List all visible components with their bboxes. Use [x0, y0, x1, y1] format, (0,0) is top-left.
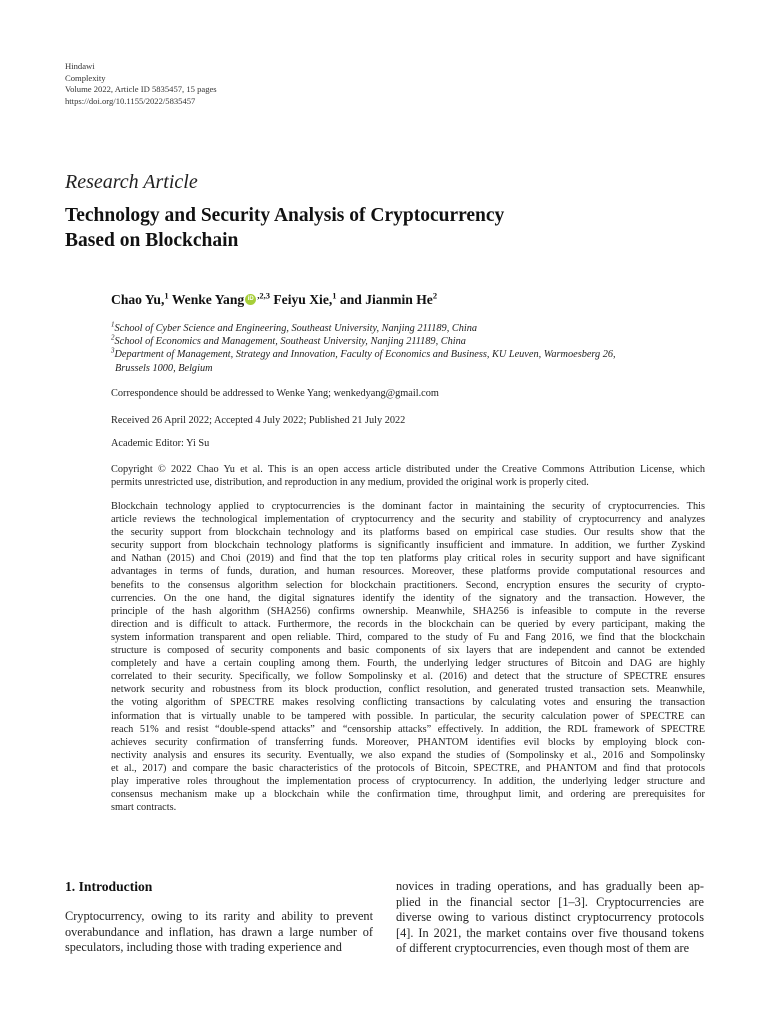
text-line: and Nathan (2015) and Choi (2019) and find that the top ten platforms play critical roles in security support and have significant: [111, 553, 705, 565]
text-line: reach 51% and resist “double-spend attacks” and “censorship attacks” effectively. In addition, the RDL framework of SPECTRE: [111, 723, 705, 735]
doi-link[interactable]: https://doi.org/10.1155/2022/5835457: [65, 95, 196, 106]
text-line: information that is virtually unable to be tampered with possible. In particular, the security calculation power of SPECTRE can: [111, 710, 705, 722]
affiliations: [111, 322, 711, 375]
text-line: correlated to their security. Specifically, we follow Sompolinsky et al. (2016) and detect that the structure of SPECTRE ensures: [111, 671, 705, 683]
text-line: speculators, including those with trading experience and: [65, 940, 342, 955]
academic-editor: Academic Editor: Yi Su: [111, 438, 210, 449]
left-column-text: [65, 909, 373, 956]
affil-mark: 3: [111, 346, 115, 355]
author-name: Wenke Yang: [171, 292, 245, 307]
text-line: smart contracts.: [111, 802, 177, 814]
volume-info: Volume 2022, Article ID 5835457, 15 pages: [65, 84, 217, 94]
text-line: the security support from blockchain technology and its platforms based on empirical case studies. Our results show that the: [111, 527, 705, 539]
affil-mark: 2: [111, 333, 115, 342]
affil-text: Department of Management, Strategy and Innovation, Faculty of Economics and Business, KU Leuven, Warmoesberg 26,: [114, 349, 616, 361]
text-line: article reviews the technological implementation of cryptocurrency and the security and stability of cryptocurrency and analyzes: [111, 514, 705, 526]
text-line: [4]. In 2021, the market contains over five thousand tokens: [396, 925, 704, 940]
text-line: direction and is difficult to attack. Furthermore, the records in the blockchain can be queried by every participant, making the: [111, 618, 705, 630]
text-line: plied in the financial sector [1–3]. Cryptocurrencies are: [396, 894, 704, 909]
text-line: Blockchain technology applied to cryptocurrencies is the dominant factor in maintaining the security of cryptocurrencies. This: [111, 501, 705, 512]
orcid-icon-label: iD: [247, 296, 254, 302]
text-line: play imperative roles throughout the implementation process of cryptocurrency. In addition, the underlying ledger structure and: [111, 775, 705, 787]
text-line: advantages in terms of funds, duration, and human resources. Moreover, these platforms provide computational resources and: [111, 566, 705, 578]
author-affil-mark: ,2,3: [257, 290, 270, 301]
orcid-icon[interactable]: [245, 294, 256, 305]
affil-text: School of Economics and Management, Southeast University, Nanjing 211189, China: [114, 336, 466, 348]
copyright-line: Copyright © 2022 Chao Yu et al. This is an open access article distributed under the Creative Commons Attribution License, which: [111, 464, 705, 475]
text-line: diverse owing to various distinct cryptocurrency protocols: [396, 910, 704, 925]
text-line: consensus mechanism make up a blockchain while the confirmation time, throughput limit, and ordering are prerequisites for: [111, 789, 705, 801]
text-line: the voting algorithm of SPECTRE makes resolving conflicting transactions by calculating votes and ensuring the transaction: [111, 697, 705, 709]
text-line: of different cryptocurrencies, even though most of them are: [396, 941, 690, 956]
author-name: Chao Yu,: [111, 292, 165, 307]
author-list: [111, 292, 437, 308]
correspondence: Correspondence should be addressed to Wenke Yang; wenkedyang@gmail.com: [111, 388, 439, 399]
author-name: Feiyu Xie,: [273, 292, 333, 307]
paper-title: [65, 203, 705, 253]
author-affil-mark: 2: [432, 290, 438, 301]
text-line: overabundance and inflation, has drawn a large number of: [65, 924, 373, 939]
publication-dates: Received 26 April 2022; Accepted 4 July 2022; Published 21 July 2022: [111, 415, 406, 426]
text-line: structure is composed of security components and basic components of six layers that are independent and cannot be extended: [111, 645, 705, 657]
text-line: security support from blockchain technology platforms is significantly insufficient and immature. In addition, we further Zyskind: [111, 540, 705, 552]
section-heading-introduction: 1. Introduction: [65, 879, 153, 894]
text-line: et al., 2017) and compare the basic characteristics of the protocols of Bitcoin, SPECTRE, and PHANTOM and find that protocols: [111, 762, 705, 774]
affil-text: Brussels 1000, Belgium: [115, 362, 213, 374]
affiliation-line: [111, 362, 711, 375]
publication-header: [65, 61, 217, 107]
text-line: novices in trading operations, and has gradually been ap-: [396, 879, 704, 893]
affil-mark: 1: [111, 320, 115, 329]
text-line: principle of the hash algorithm (SHA256) confirms ownership. Meanwhile, SHA256 is infeasible to compute in the reverse: [111, 605, 705, 617]
text-line: benefits to the consensus algorithm selection for blockchain practitioners. Second, encryption ensures the security of crypto-: [111, 579, 705, 591]
copyright-notice: [111, 463, 705, 489]
title-line: Technology and Security Analysis of Cryptocurrency: [65, 205, 505, 226]
author-affil-mark: 1: [332, 290, 337, 301]
affiliation-line: [111, 322, 711, 335]
copyright-line: permits unrestricted use, distribution, and reproduction in any medium, provided the original work is properly cited.: [111, 477, 589, 488]
text-line: network security and robustness from its block production, conflict resolution, and generated trusted transaction sets. Meanwhile,: [111, 684, 705, 696]
article-type: Research Article: [65, 171, 198, 193]
text-line: Cryptocurrency, owing to its rarity and ability to prevent: [65, 909, 373, 923]
title-line: Based on Blockchain: [65, 230, 239, 251]
author-name: and Jianmin He: [339, 292, 433, 307]
text-line: nectivity analysis and ensures its security. Eventually, we also expand the studies of (Sompolinsky et al., 2016 and Sompolinsky: [111, 749, 705, 761]
journal-name: Complexity: [65, 72, 106, 83]
affil-text: School of Cyber Science and Engineering, Southeast University, Nanjing 211189, China: [114, 323, 478, 334]
affiliation-line: [111, 348, 711, 361]
text-line: currencies. On the one hand, the digital signatures identify the identity of the signatory and the transaction. However, the: [111, 592, 705, 604]
right-column-text: [396, 879, 704, 957]
text-line: completely and have a certain coupling among them. Fourth, the underlying ledger structures of Bitcoin and DAG are highly: [111, 658, 705, 670]
text-line: system information transparent and open reliable. Third, compared to the study of Fu and Fang 2016, we find that the blockchain: [111, 631, 705, 643]
author-affil-mark: 1: [164, 290, 169, 301]
abstract: [111, 500, 705, 814]
affiliation-line: [111, 335, 711, 348]
text-line: achieves security confirmation of transferring funds. Moreover, PHANTOM identifies evil blocks by employing block con-: [111, 736, 705, 748]
publisher-name: Hindawi: [65, 61, 95, 71]
